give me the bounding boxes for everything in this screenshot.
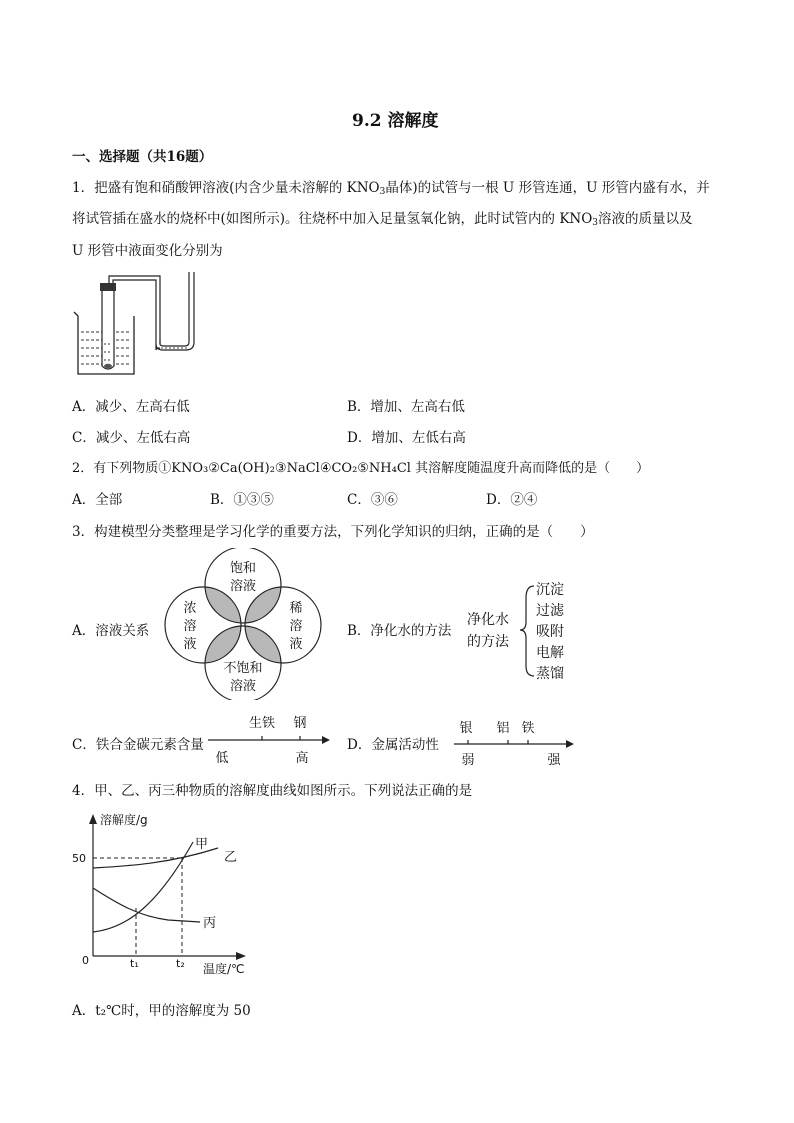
q2-option-b[interactable]: B．①③⑤: [210, 492, 274, 508]
carbon-high: 高: [295, 751, 309, 766]
q2-option-a[interactable]: A．全部: [72, 492, 123, 508]
venn-top-2: 溶液: [229, 579, 257, 594]
x-axis-arrow: [236, 952, 246, 960]
q2-stem: 2．有下列物质①KNO₃②Ca(OH)₂③NaCl④CO₂⑤NH₄Cl 其溶解度随温度升高而降低的是（ ）: [72, 461, 650, 476]
venn-left-3: 液: [183, 637, 197, 652]
q3-metal-axis: [450, 712, 580, 768]
q1-line1-a: 1．把盛有饱和硝酸钾溶液(内含少量未溶解的 KNO: [72, 180, 380, 196]
carbon-top-2: 钢: [293, 716, 307, 731]
page-title: 9.2 溶解度: [352, 111, 439, 131]
venn-top-1: 饱和: [229, 561, 257, 576]
metal-strong: 强: [547, 753, 561, 768]
q1-line2-a: 将试管插在盛水的烧杯中(如图所示)。往烧杯中加入足量氢氧化钠，此时试管内的 KNO: [72, 211, 593, 227]
series-bing-label: 丙: [203, 916, 217, 931]
q1-apparatus-figure: [68, 270, 203, 380]
purify-method-5: 蒸馏: [536, 666, 564, 682]
carbon-top-1: 生铁: [248, 716, 276, 731]
venn-right-3: 液: [289, 637, 303, 652]
q1-option-a[interactable]: A．减少、左高右低: [72, 399, 190, 415]
purify-method-3: 吸附: [536, 624, 564, 640]
q3-carbon-axis: [204, 712, 334, 768]
series-jia-curve: [93, 842, 193, 932]
y-axis-arrow: [89, 814, 97, 824]
q3-option-c[interactable]: C．铁合金碳元素含量: [72, 737, 204, 753]
purify-method-1: 沉淀: [536, 582, 564, 598]
q1-option-c[interactable]: C．减少、左低右高: [72, 430, 191, 446]
series-jia-label: 甲: [195, 837, 209, 852]
q1-line1-b: 晶体)的试管与一根 U 形管连通，U 形管内盛有水，并: [385, 180, 710, 196]
q4-option-a[interactable]: A．t₂℃时，甲的溶解度为 50: [72, 1003, 251, 1019]
ytick-50: 50: [72, 852, 86, 865]
q3-purify-diagram: [460, 578, 580, 683]
series-yi-label: 乙: [224, 850, 238, 865]
venn-bottom-1: 不饱和: [223, 661, 263, 676]
venn-right-2: 溶: [289, 619, 303, 634]
q1-line3: U 形管中液面变化分别为: [72, 243, 223, 259]
q2-option-d[interactable]: D．②④: [486, 492, 538, 508]
xtick-t1: t₁: [130, 957, 139, 970]
q3-venn-diagram: [160, 548, 328, 700]
y-axis-label: 溶解度/g: [100, 813, 148, 827]
venn-right-1: 稀: [289, 601, 303, 616]
metal-top-2: 铝: [496, 721, 510, 736]
q1-line1-sub: 3: [379, 187, 386, 197]
venn-left-2: 溶: [183, 619, 197, 634]
q1-line2-b: 溶液的质量以及: [598, 211, 693, 227]
q3-option-b[interactable]: B．净化水的方法: [347, 623, 452, 639]
q4-stem: 4．甲、乙、丙三种物质的溶解度曲线如图所示。下列说法正确的是: [72, 783, 473, 799]
purify-label-2: 的方法: [467, 634, 509, 650]
metal-top-1: 银: [459, 721, 473, 736]
purify-method-2: 过滤: [536, 603, 564, 619]
origin-label: 0: [82, 954, 89, 967]
q1-option-d[interactable]: D．增加、左低右高: [347, 430, 466, 446]
purify-label-1: 净化水: [467, 612, 509, 628]
q1-option-b[interactable]: B．增加、左高右低: [347, 399, 465, 415]
carbon-low: 低: [215, 751, 229, 766]
metal-top-3: 铁: [521, 721, 535, 736]
q3-option-d[interactable]: D．金属活动性: [347, 737, 439, 753]
venn-bottom-2: 溶液: [229, 679, 257, 694]
q1-line1: [72, 176, 710, 197]
venn-left-1: 浓: [183, 601, 197, 616]
q3-option-a[interactable]: A．溶液关系: [72, 623, 150, 639]
xtick-t2: t₂: [176, 957, 185, 970]
q4-solubility-chart: [68, 808, 258, 980]
x-axis-label: 温度/℃: [203, 962, 245, 976]
purify-method-4: 电解: [536, 645, 564, 661]
q1-line2: [72, 207, 693, 228]
q2-option-c[interactable]: C．③⑥: [347, 492, 398, 508]
metal-weak: 弱: [461, 753, 475, 768]
q1-line2-sub: 3: [592, 218, 599, 228]
section-header: 一、选择题（共16题）: [72, 149, 213, 165]
q3-stem: 3．构建模型分类整理是学习化学的重要方法，下列化学知识的归纳，正确的是（ ）: [72, 524, 594, 540]
